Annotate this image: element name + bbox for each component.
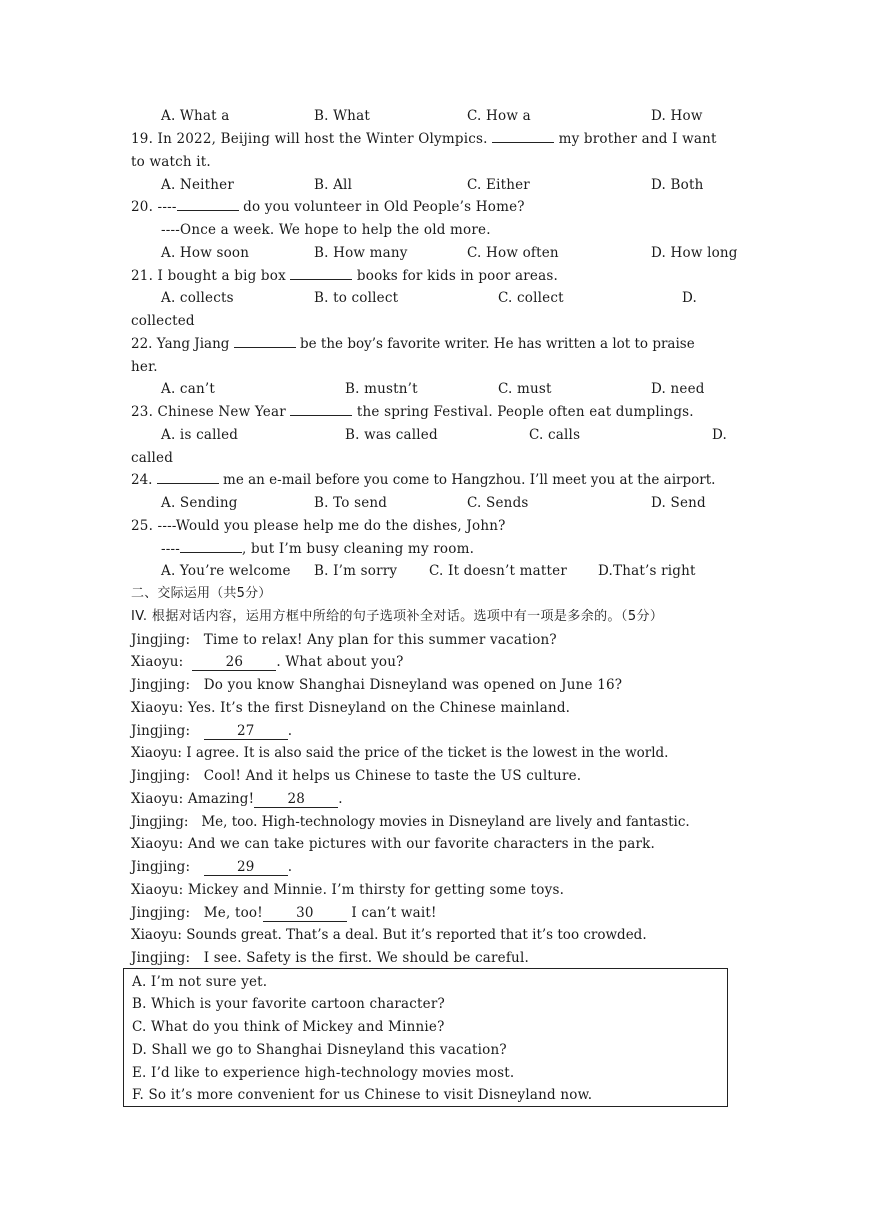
dialogue-line bbox=[131, 880, 564, 900]
dialogue-text: . bbox=[338, 791, 343, 807]
dialogue-line bbox=[131, 925, 647, 945]
q21-stem bbox=[131, 266, 558, 286]
dialogue-text: I see. Safety is the first. We should be careful. bbox=[203, 950, 529, 966]
q25-reply-text-2: , but I’m busy cleaning my room. bbox=[242, 541, 475, 557]
blank-27: 27 bbox=[204, 723, 288, 740]
q19-option-b: B. All bbox=[314, 177, 353, 193]
dialogue-text: . bbox=[287, 859, 293, 875]
q23-stem bbox=[131, 402, 694, 422]
q19-stem-continued: to watch it. bbox=[131, 154, 211, 170]
q25-reply bbox=[161, 539, 474, 559]
q20-reply: ----Once a week. We hope to help the old more. bbox=[161, 222, 491, 238]
q21-option-a: A. collects bbox=[161, 290, 234, 306]
q22-option-a: A. can’t bbox=[161, 381, 215, 397]
q21-option-b: B. to collect bbox=[314, 290, 399, 306]
q23-option-c: C. calls bbox=[529, 427, 581, 443]
q23-stem-text: 23. Chinese New Year bbox=[131, 404, 291, 420]
dialogue-text: And we can take pictures with our favorite characters in the park. bbox=[187, 836, 656, 852]
q22-option-b: B. mustn’t bbox=[345, 381, 418, 397]
q20-stem-text: 20. ---- bbox=[131, 199, 177, 215]
dialogue-line bbox=[131, 812, 690, 832]
q23-stem-text-2: the spring Festival. People often eat dumplings. bbox=[352, 404, 694, 420]
dialogue-text: Me, too! bbox=[203, 905, 263, 921]
section-2-title: 二、交际运用（共5分） bbox=[131, 586, 272, 601]
speaker-label: Xiaoyu: bbox=[131, 654, 184, 670]
q24-stem-text: 24. bbox=[131, 472, 157, 488]
q24-blank bbox=[157, 483, 219, 484]
q20-blank bbox=[177, 210, 239, 211]
speaker-label: Xiaoyu: bbox=[131, 882, 184, 898]
q24-stem-text-2: me an e-mail before you come to Hangzhou. I’ll meet you at the airport. bbox=[218, 472, 716, 488]
blank-30: 30 bbox=[263, 905, 347, 922]
q18-option-a: A. What a bbox=[161, 108, 230, 124]
q25-reply-text: ---- bbox=[161, 541, 181, 557]
q24-option-d: D. Send bbox=[651, 495, 706, 511]
choice-d: D. Shall we go to Shanghai Disneyland this vacation? bbox=[132, 1042, 507, 1058]
q20-option-a: A. How soon bbox=[161, 245, 250, 261]
choices-box bbox=[123, 968, 728, 1107]
dialogue-text: Cool! And it helps us Chinese to taste the US culture. bbox=[203, 768, 582, 784]
speaker-label: Xiaoyu: bbox=[131, 700, 184, 716]
section-4-instruction: IV. 根据对话内容，运用方框中所给的句子选项补全对话。选项中有一项是多余的。（5分） bbox=[131, 609, 664, 624]
q22-option-d: D. need bbox=[651, 381, 705, 397]
q19-stem bbox=[131, 129, 717, 149]
speaker-label: Xiaoyu: bbox=[131, 791, 184, 807]
q23-option-d-text: called bbox=[131, 450, 174, 466]
dialogue-line bbox=[131, 698, 570, 718]
q23-option-d-label: D. bbox=[712, 427, 728, 443]
dialogue-text: Sounds great. That’s a deal. But it’s reported that it’s too crowded. bbox=[186, 927, 647, 943]
dialogue-line bbox=[131, 652, 404, 672]
speaker-label: Xiaoyu: bbox=[131, 745, 182, 761]
dialogue-text: . What about you? bbox=[276, 654, 404, 670]
dialogue-line bbox=[131, 721, 292, 741]
q21-option-c: C. collect bbox=[498, 290, 564, 306]
dialogue-text: Do you know Shanghai Disneyland was opened on June 16? bbox=[203, 677, 623, 693]
q22-stem-text: 22. Yang Jiang bbox=[131, 336, 234, 352]
q19-blank bbox=[492, 142, 554, 143]
q22-stem-text-2: be the boy’s favorite writer. He has written a lot to praise bbox=[295, 336, 695, 352]
q21-option-d-text: collected bbox=[131, 313, 195, 329]
q22-stem-continued: her. bbox=[131, 359, 158, 375]
dialogue-text: Mickey and Minnie. I’m thirsty for getting some toys. bbox=[187, 882, 565, 898]
choice-c: C. What do you think of Mickey and Minnie? bbox=[132, 1019, 445, 1035]
q20-option-b: B. How many bbox=[314, 245, 408, 261]
q19-option-c: C. Either bbox=[467, 177, 530, 193]
q21-stem-text: 21. I bought a big box bbox=[131, 268, 291, 284]
q21-option-d-label: D. bbox=[682, 290, 698, 306]
dialogue-line bbox=[131, 948, 529, 968]
dialogue-line bbox=[131, 675, 622, 695]
dialogue-text: Me, too. High-technology movies in Disneyland are lively and fantastic. bbox=[201, 814, 690, 830]
speaker-label: Jingjing: bbox=[131, 859, 191, 875]
dialogue-text: Time to relax! Any plan for this summer vacation? bbox=[203, 632, 557, 648]
q25-option-d: D.That’s right bbox=[598, 563, 696, 579]
speaker-label: Jingjing: bbox=[131, 905, 191, 921]
q24-stem bbox=[131, 470, 715, 490]
q20-option-d: D. How long bbox=[651, 245, 738, 261]
dialogue-line bbox=[131, 789, 343, 809]
dialogue-text: Amazing! bbox=[187, 791, 255, 807]
q20-stem bbox=[131, 197, 525, 217]
q25-stem: 25. ----Would you please help me do the dishes, John? bbox=[131, 518, 506, 534]
blank-29: 29 bbox=[204, 859, 288, 876]
speaker-label: Jingjing: bbox=[131, 768, 191, 784]
q18-option-b: B. What bbox=[314, 108, 370, 124]
q19-option-d: D. Both bbox=[651, 177, 704, 193]
speaker-label: Xiaoyu: bbox=[131, 836, 184, 852]
q21-stem-text-2: books for kids in poor areas. bbox=[352, 268, 558, 284]
q23-option-a: A. is called bbox=[161, 427, 239, 443]
q24-option-c: C. Sends bbox=[467, 495, 529, 511]
q20-option-c: C. How often bbox=[467, 245, 559, 261]
dialogue-line bbox=[131, 630, 557, 650]
speaker-label: Jingjing: bbox=[131, 723, 191, 739]
choice-e: E. I’d like to experience high-technology movies most. bbox=[132, 1065, 515, 1081]
q22-stem bbox=[131, 334, 695, 354]
q23-option-b: B. was called bbox=[345, 427, 438, 443]
dialogue-text: I agree. It is also said the price of the ticket is the lowest in the world. bbox=[186, 745, 669, 761]
q25-option-c: C. It doesn’t matter bbox=[429, 563, 568, 579]
q25-option-b: B. I’m sorry bbox=[314, 563, 398, 579]
q22-option-c: C. must bbox=[498, 381, 552, 397]
q19-option-a: A. Neither bbox=[161, 177, 235, 193]
dialogue-line bbox=[131, 834, 655, 854]
q25-blank bbox=[180, 552, 242, 553]
q19-stem-text: 19. In 2022, Beijing will host the Winter Olympics. bbox=[131, 131, 493, 147]
dialogue-line bbox=[131, 743, 668, 763]
dialogue-text: I can’t wait! bbox=[346, 905, 437, 921]
dialogue-text: Yes. It’s the first Disneyland on the Chinese mainland. bbox=[187, 700, 571, 716]
q18-option-c: C. How a bbox=[467, 108, 531, 124]
q25-option-a: A. You’re welcome bbox=[161, 563, 291, 579]
q22-blank bbox=[234, 347, 296, 348]
speaker-label: Xiaoyu: bbox=[131, 927, 182, 943]
choice-a: A. I’m not sure yet. bbox=[132, 974, 268, 990]
q24-option-b: B. To send bbox=[314, 495, 388, 511]
q24-option-a: A. Sending bbox=[161, 495, 238, 511]
q21-blank bbox=[290, 279, 352, 280]
q19-stem-text-2: my brother and I want bbox=[554, 131, 717, 147]
dialogue-line bbox=[131, 857, 292, 877]
choice-b: B. Which is your favorite cartoon character? bbox=[132, 996, 445, 1012]
q20-stem-text-2: do you volunteer in Old People’s Home? bbox=[238, 199, 525, 215]
speaker-label: Jingjing: bbox=[131, 814, 189, 830]
speaker-label: Jingjing: bbox=[131, 677, 191, 693]
dialogue-text: . bbox=[287, 723, 293, 739]
q23-blank bbox=[290, 415, 352, 416]
blank-28: 28 bbox=[254, 791, 338, 808]
dialogue-line bbox=[131, 903, 437, 923]
speaker-label: Jingjing: bbox=[131, 632, 191, 648]
dialogue-line bbox=[131, 766, 581, 786]
speaker-label: Jingjing: bbox=[131, 950, 191, 966]
choice-f: F. So it’s more convenient for us Chinese to visit Disneyland now. bbox=[132, 1087, 593, 1103]
q18-option-d: D. How bbox=[651, 108, 703, 124]
blank-26: 26 bbox=[192, 654, 276, 671]
